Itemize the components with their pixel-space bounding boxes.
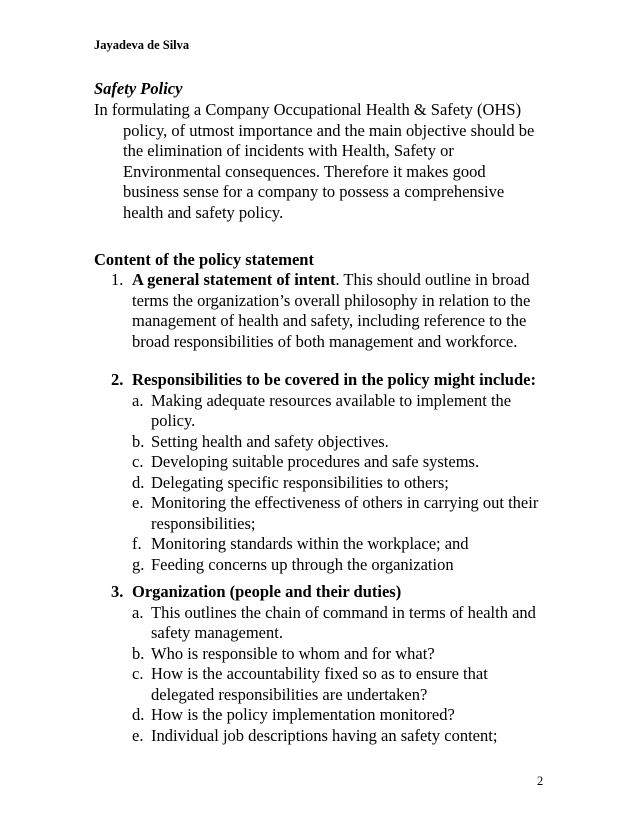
sub-item-text: Setting health and safety objectives.	[151, 431, 389, 451]
sub-item-text: Feeding concerns up through the organization	[151, 554, 454, 574]
item1-line: management of health and safety, including reference to the	[132, 311, 527, 330]
item3-sublist	[132, 603, 602, 747]
sub-item-letter: e.	[132, 725, 144, 745]
sub-item	[132, 664, 602, 685]
list-number: 2.	[111, 370, 124, 389]
sub-item-letter: g.	[132, 554, 145, 574]
page-number: 2	[537, 774, 544, 788]
item1-bold-lead: A general statement of intent	[132, 270, 336, 289]
item2-heading: Responsibilities to be covered in the policy might include:	[132, 370, 536, 389]
sub-item-letter: b.	[132, 431, 145, 451]
sub-item	[132, 705, 602, 726]
sub-item-text: How is the accountability fixed so as to ensure that	[151, 664, 488, 683]
sub-item-text: delegated responsibilities are undertaken?	[151, 684, 428, 704]
sub-item	[132, 432, 602, 453]
item3-heading: Organization (people and their duties)	[132, 582, 402, 601]
sub-item-continuation	[132, 514, 602, 535]
sub-item	[132, 391, 602, 412]
intro-line: In formulating a Company Occupational Health & Safety (OHS)	[94, 100, 522, 119]
intro-paragraph	[94, 100, 564, 223]
sub-item-letter: f.	[132, 534, 142, 553]
sub-item-text: This outlines the chain of command in terms of health and	[151, 602, 536, 622]
intro-line: policy, of utmost importance and the main objective should be	[123, 120, 535, 140]
sub-item	[132, 603, 602, 624]
list-item-2	[111, 370, 581, 575]
sub-item-letter: a.	[132, 390, 144, 410]
sub-item-text: How is the policy implementation monitored?	[151, 705, 455, 724]
item1-line: broad responsibilities of both management and workforce.	[132, 331, 518, 351]
content-heading: Content of the policy statement	[94, 250, 314, 269]
item2-sublist	[132, 391, 602, 576]
sub-item-letter: e.	[132, 493, 144, 512]
sub-item-continuation	[132, 411, 602, 432]
sub-item	[132, 534, 602, 555]
list-item-3	[111, 582, 581, 746]
intro-line: the elimination of incidents with Health, Safety or	[123, 141, 454, 160]
section-title: Safety Policy	[94, 79, 183, 98]
intro-line: Environmental consequences. Therefore it makes good	[123, 161, 486, 181]
sub-item-text: Monitoring the effectiveness of others in carrying out their	[151, 493, 539, 512]
sub-item	[132, 644, 602, 665]
sub-item-text: responsibilities;	[151, 513, 256, 533]
sub-item	[132, 452, 602, 473]
sub-item-continuation	[132, 685, 602, 706]
item1-lead-rest: . This should outline in broad	[335, 270, 530, 289]
list-number: 1.	[111, 270, 124, 289]
item1-first-line	[132, 270, 530, 291]
sub-item-letter: d.	[132, 705, 145, 724]
sub-item	[132, 555, 602, 576]
sub-item-continuation	[132, 623, 602, 644]
sub-item-text: Making adequate resources available to implement the	[151, 390, 512, 410]
sub-item	[132, 493, 602, 514]
sub-item-text: Delegating specific responsibilities to others;	[151, 472, 449, 492]
sub-item	[132, 726, 602, 747]
list-number: 3.	[111, 582, 124, 601]
item1-line: terms the organization’s overall philosophy in relation to the	[132, 290, 531, 310]
intro-line: health and safety policy.	[123, 202, 284, 222]
sub-item-text: Monitoring standards within the workplace; and	[151, 534, 469, 553]
sub-item-text: policy.	[151, 411, 196, 430]
sub-item-letter: c.	[132, 452, 144, 471]
sub-item-text: safety management.	[151, 623, 283, 642]
sub-item-letter: a.	[132, 602, 144, 622]
sub-item-letter: d.	[132, 472, 145, 492]
sub-item-letter: b.	[132, 643, 145, 663]
sub-item-text: Developing suitable procedures and safe systems.	[151, 452, 480, 471]
running-header-author: Jayadeva de Silva	[94, 38, 190, 52]
sub-item-text: Who is responsible to whom and for what?	[151, 643, 435, 663]
sub-item-text: Individual job descriptions having an safety content;	[151, 725, 498, 745]
sub-item-letter: c.	[132, 664, 144, 683]
intro-line: business sense for a company to possess a comprehensive	[123, 182, 505, 201]
sub-item	[132, 473, 602, 494]
list-item-1	[111, 270, 571, 352]
